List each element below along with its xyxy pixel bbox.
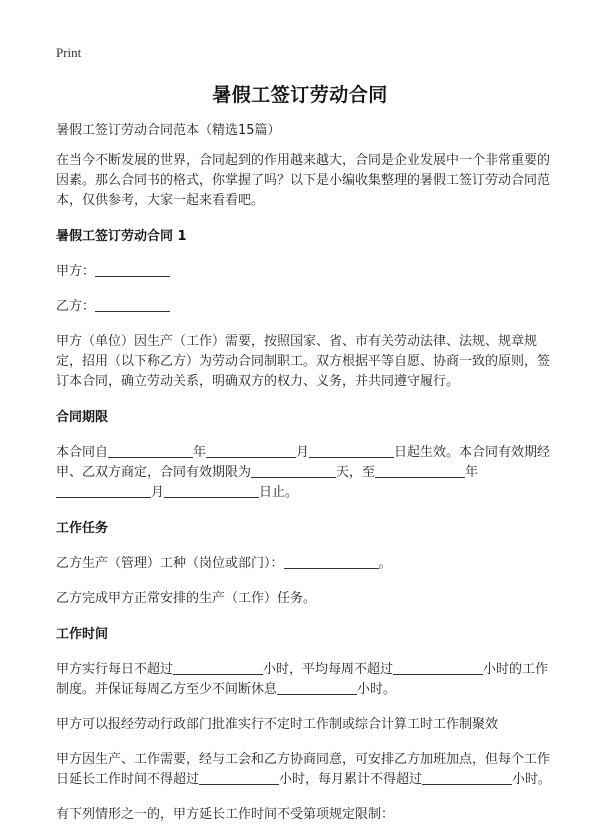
start-year-blank: [108, 443, 193, 458]
intro-paragraph: 在当今不断发展的世界，合同起到的作用越来越大，合同是企业发展中一个非常重要的因素。那么合同书的格式，你掌握了吗？以下是小编收集整理的暑假工签订劳动合同范本，仅供参考，大家一起来看看吧。: [56, 153, 551, 208]
term-text-effective: 日起生效。本合同有效期经甲、乙双方商定，合同有效期限为: [56, 445, 551, 480]
term-text-end-year: 年: [465, 465, 479, 480]
term-paragraph: [56, 443, 556, 503]
task-post-label: 乙方生产（管理）工种（岗位或部门）：: [56, 556, 284, 571]
rest-hours-blank: [277, 680, 357, 695]
task-post-end: 。: [378, 556, 392, 571]
weekly-hours-blank: [393, 660, 483, 675]
party-a-label: 甲方：: [56, 264, 96, 279]
start-month-blank: [206, 443, 296, 458]
overtime-monthly-label: 小时，每月累计不得超过: [279, 772, 423, 787]
hours-daily-label: 甲方实行每日不超过: [56, 662, 174, 677]
hours-paragraph-3: [56, 750, 556, 790]
term-days-blank: [251, 463, 336, 478]
term-text-until: 天，至: [336, 465, 376, 480]
term-text-end: 日止。: [259, 485, 299, 500]
hours-rest-end: 小时。: [357, 682, 397, 697]
task-line-1: [56, 554, 556, 574]
term-heading: 合同期限: [56, 410, 109, 425]
hours-paragraph-2: 甲方可以报经劳动行政部门批准实行不定时工作制或综合计算工时工作制聚效: [56, 717, 499, 732]
party-b-blank: [95, 297, 170, 312]
document-subtitle: 暑假工签订劳动合同范本（精选15篇）: [56, 123, 281, 138]
term-text-month: 月: [296, 445, 310, 460]
overtime-daily-label: 甲方因生产、工作需要，经与工会和乙方协商同意，可安排乙方加班加点，但每个工作日延长工作时间不得超过: [56, 752, 551, 787]
section-heading-contract-1: 暑假工签订劳动合同 1: [56, 229, 187, 244]
term-text-year: 年: [193, 445, 207, 460]
end-month-blank: [56, 483, 151, 498]
document-body: [56, 121, 556, 825]
hours-paragraph-1: [56, 660, 556, 700]
term-text-end-month: 月: [151, 485, 165, 500]
task-heading: 工作任务: [56, 521, 109, 536]
party-b-line: [56, 297, 556, 317]
task-line-2: 乙方完成甲方正常安排的生产（工作）任务。: [56, 591, 317, 606]
daily-hours-blank: [173, 660, 263, 675]
end-day-blank: [164, 483, 259, 498]
hours-weekly-label: 小时，平均每周不超过: [263, 662, 394, 677]
party-a-line: [56, 262, 556, 282]
hours-heading: 工作时间: [56, 627, 109, 642]
recruit-paragraph: 甲方（单位）因生产（工作）需要，按照国家、省、市有关劳动法律、法规、规章规定，招用（以下称乙方）为劳动合同制职工。双方根据平等自愿、协商一致的原则，签订本合同，确立劳动关系，明确双方的权力、义务，并共同遵守履行。: [56, 334, 551, 389]
overtime-monthly-blank: [422, 770, 512, 785]
party-b-label: 乙方：: [56, 299, 96, 314]
hours-rest-label: 小时的工作制度。并保证每周乙方至少不间断休息: [56, 662, 549, 697]
party-a-blank: [95, 262, 170, 277]
overtime-end: 小时。: [512, 772, 552, 787]
overtime-daily-blank: [199, 770, 279, 785]
start-day-blank: [309, 443, 394, 458]
task-post-blank: [284, 554, 379, 569]
term-text-start: 本合同自: [56, 445, 109, 460]
document-title: 暑假工签订劳动合同: [212, 84, 388, 106]
print-link[interactable]: Print: [56, 45, 82, 60]
end-year-blank: [375, 463, 465, 478]
hours-paragraph-4: 有下列情形之一的，甲方延长工作时间不受第项规定限制：: [56, 807, 395, 822]
